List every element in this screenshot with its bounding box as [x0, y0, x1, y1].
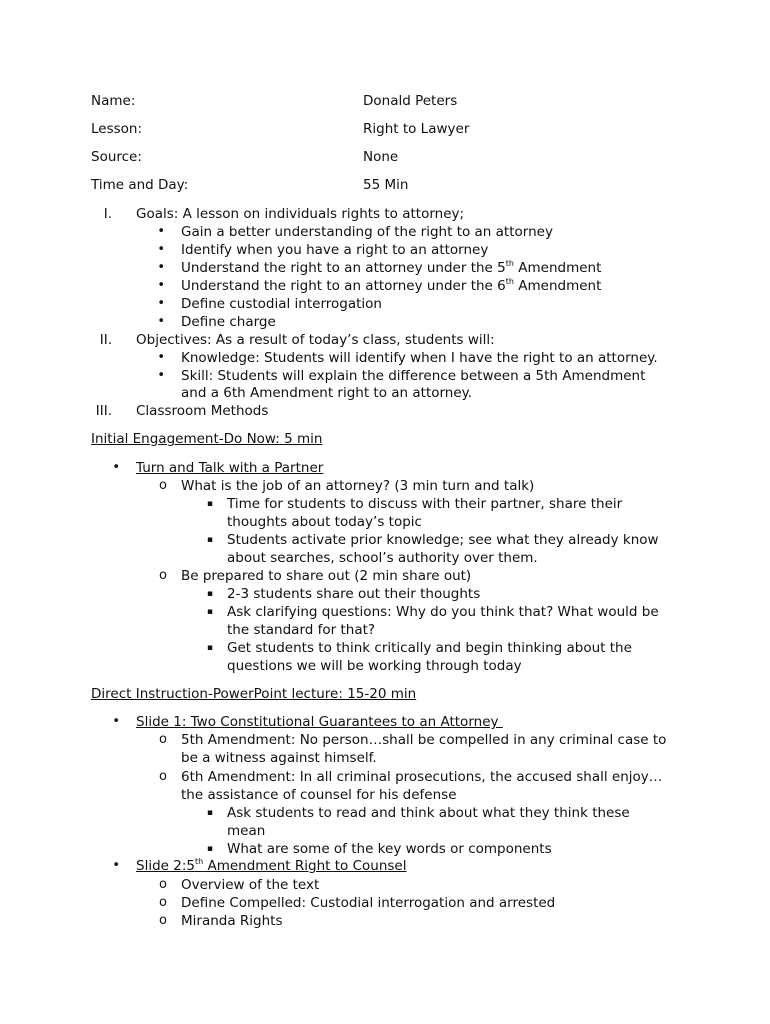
goal-item: Gain a better understanding of the right to an attorney — [181, 224, 553, 240]
engagement-question: What is the job of an attorney? (3 min turn and talk) — [181, 478, 535, 494]
engagement-subitem: Students activate prior knowledge; see what they already know — [227, 532, 659, 548]
meta-row-lesson — [91, 121, 691, 139]
engagement-subitem-continued: about searches, school’s authority over them. — [227, 550, 538, 566]
bullet-icon: • — [157, 296, 165, 311]
bullet-icon: • — [157, 350, 165, 365]
bullet-icon: • — [157, 224, 165, 239]
lesson-value: Right to Lawyer — [363, 121, 470, 137]
square-bullet-icon: ▪ — [206, 499, 213, 509]
circle-bullet-icon: o — [159, 913, 167, 928]
turn-and-talk-item: Turn and Talk with a Partner — [136, 460, 324, 476]
goal-item: Understand the right to an attorney under the 5th Amendment — [181, 259, 602, 276]
time-label: Time and Day: — [91, 177, 189, 193]
engagement-subitem: Ask clarifying questions: Why do you think that? What would be — [227, 604, 659, 620]
meta-row-name — [91, 93, 691, 111]
time-value: 55 Min — [363, 177, 409, 193]
slide-1-subitem-continued: the assistance of counsel for his defense — [181, 787, 457, 803]
engagement-subitem-continued: the standard for that? — [227, 622, 376, 638]
instruction-heading: Direct Instruction-PowerPoint lecture: 15-20 min — [91, 686, 417, 702]
bullet-icon: • — [112, 460, 120, 475]
slide-2-subitem: Miranda Rights — [181, 913, 283, 929]
goals-heading: Goals: A lesson on individuals rights to attorney; — [136, 206, 465, 222]
bullet-icon: • — [157, 242, 165, 257]
objective-item: Skill: Students will explain the difference between a 5th Amendment — [181, 368, 646, 384]
meta-row-time — [91, 177, 691, 195]
circle-bullet-icon: o — [159, 732, 167, 747]
roman-numeral-ii: II. — [99, 332, 112, 348]
bullet-icon: • — [157, 314, 165, 329]
slide-1-subsubitem-continued: mean — [227, 823, 266, 839]
circle-bullet-icon: o — [159, 478, 167, 493]
circle-bullet-icon: o — [159, 769, 167, 784]
meta-row-source — [91, 149, 691, 167]
circle-bullet-icon: o — [159, 568, 167, 583]
bullet-icon: • — [157, 278, 165, 293]
roman-numeral-i: I. — [103, 206, 112, 222]
objectives-heading: Objectives: As a result of today’s class, students will: — [136, 332, 495, 348]
slide-2-subitem: Overview of the text — [181, 877, 320, 893]
lesson-label: Lesson: — [91, 121, 143, 137]
objective-item-continued: and a 6th Amendment right to an attorney. — [181, 385, 473, 401]
methods-heading: Classroom Methods — [136, 403, 269, 419]
bullet-icon: • — [157, 260, 165, 275]
roman-numeral-iii: III. — [95, 403, 112, 419]
goal-item: Define custodial interrogation — [181, 296, 382, 312]
engagement-heading: Initial Engagement-Do Now: 5 min — [91, 431, 323, 447]
square-bullet-icon: ▪ — [206, 808, 213, 818]
square-bullet-icon: ▪ — [206, 643, 213, 653]
slide-1-subitem-continued: be a witness against himself. — [181, 750, 377, 766]
engagement-question: Be prepared to share out (2 min share out) — [181, 568, 472, 584]
slide-1-subsubitem: What are some of the key words or components — [227, 841, 552, 857]
slide-1-item: Slide 1: Two Constitutional Guarantees to an Attorney — [136, 714, 503, 730]
bullet-icon: • — [112, 714, 120, 729]
square-bullet-icon: ▪ — [206, 844, 213, 854]
slide-1-subitem: 6th Amendment: In all criminal prosecutions, the accused shall enjoy… — [181, 769, 663, 785]
slide-2-subitem: Define Compelled: Custodial interrogation and arrested — [181, 895, 556, 911]
slide-1-subsubitem: Ask students to read and think about what they think these — [227, 805, 630, 821]
objective-item: Knowledge: Students will identify when I have the right to an attorney. — [181, 350, 658, 366]
name-value: Donald Peters — [363, 93, 458, 109]
bullet-icon: • — [112, 858, 120, 873]
engagement-subitem: Get students to think critically and begin thinking about the — [227, 640, 632, 656]
engagement-subitem-continued: thoughts about today’s topic — [227, 514, 422, 530]
square-bullet-icon: ▪ — [206, 607, 213, 617]
slide-2-item: Slide 2:5th Amendment Right to Counsel — [136, 857, 407, 874]
slide-1-subitem: 5th Amendment: No person…shall be compelled in any criminal case to — [181, 732, 667, 748]
circle-bullet-icon: o — [159, 895, 167, 910]
source-value: None — [363, 149, 399, 165]
square-bullet-icon: ▪ — [206, 535, 213, 545]
goal-item: Understand the right to an attorney under the 6th Amendment — [181, 277, 602, 294]
source-label: Source: — [91, 149, 142, 165]
bullet-icon: • — [157, 368, 165, 383]
engagement-subitem-continued: questions we will be working through today — [227, 658, 522, 674]
circle-bullet-icon: o — [159, 877, 167, 892]
square-bullet-icon: ▪ — [206, 589, 213, 599]
goal-item: Define charge — [181, 314, 276, 330]
engagement-subitem: Time for students to discuss with their partner, share their — [227, 496, 623, 512]
goal-item: Identify when you have a right to an attorney — [181, 242, 489, 258]
engagement-subitem: 2-3 students share out their thoughts — [227, 586, 481, 602]
name-label: Name: — [91, 93, 136, 109]
